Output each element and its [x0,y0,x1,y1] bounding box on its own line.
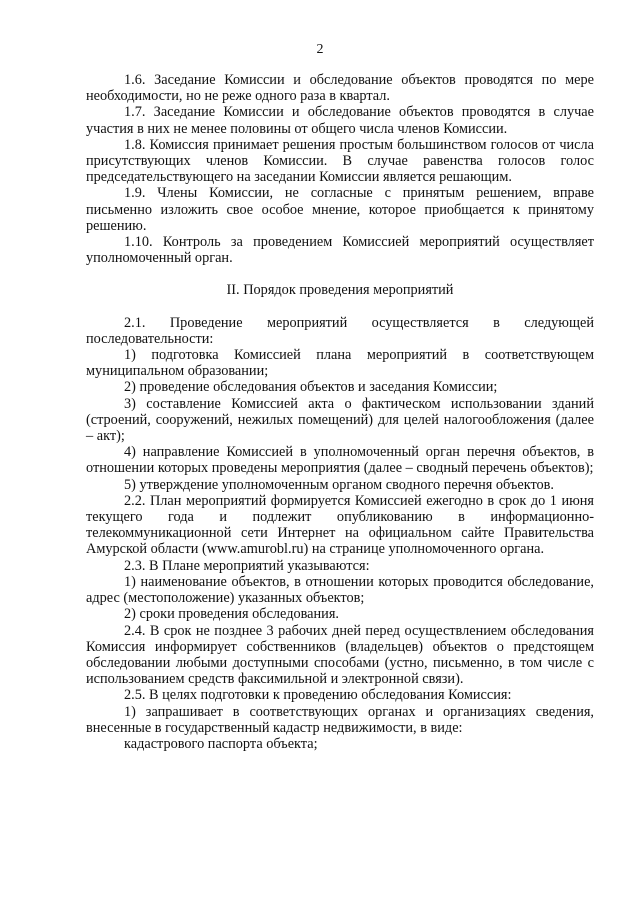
list-item-2-1-5: 5) утверждение уполномоченным органом сводного перечня объектов. [124,476,554,493]
paragraph-2-3: 2.3. В Плане мероприятий указываются: [124,557,370,574]
paragraph-2-2: 2.2. План мероприятий формируется Комиссией ежегодно в срок до 1 июня текущего года и подлежит опубликованию в информационно-телекоммуникационной сети Интернет на официальном сайте Правительства Амурской области (www.amurobl.ru) на странице уполномоченного органа. [86,492,594,558]
paragraph-1-6: 1.6. Заседание Комиссии и обследование объектов проводятся по мере необходимости, но не реже одного раза в квартал. [86,72,594,105]
list-item-2-1-3: 3) составление Комиссией акта о фактическом использовании зданий (строений, сооружений, нежилых помещений) для целей налогообложения (далее – акт); [86,395,594,445]
list-item-2-1-2: 2) проведение обследования объектов и заседания Комиссии; [124,379,498,396]
paragraph-1-9: 1.9. Члены Комиссии, не согласные с принятым решением, вправе письменно изложить свое особое мнение, которое приобщается к принятому решению. [86,185,594,234]
list-item-2-3-1: 1) наименование объектов, в отношении которых проводится обследование, адрес (местоположение) указанных объектов; [86,573,594,607]
section-heading: II. Порядок проведения мероприятий [226,282,454,299]
paragraph-2-4: 2.4. В срок не позднее 3 рабочих дней перед осуществлением обследования Комиссия информирует собственников (владельцев) объектов о предстоящем обследовании любыми доступными способами (устно, письменно, в том числе с использованием средств факсимильной и электронной связи). [86,622,594,688]
document-body [86,72,594,752]
paragraph-1-7: 1.7. Заседание Комиссии и обследование объектов проводятся в случае участия в них не менее половины от общего числа членов Комиссии. [86,104,594,137]
list-item-2-1-1: 1) подготовка Комиссией плана мероприятий в соответствующем муниципальном образовании; [86,347,594,380]
list-item-2-1-4: 4) направление Комиссией в уполномоченный орган перечня объектов, в отношении которых проведены мероприятия (далее – сводный перечень объектов); [86,444,594,477]
paragraph-1-8: 1.8. Комиссия принимает решения простым большинством голосов от числа присутствующих членов Комиссии. В случае равенства голосов голос председательствующего на заседании Комиссии является решающим. [86,136,594,186]
paragraph-2-5: 2.5. В целях подготовки к проведению обследования Комиссия: [124,687,512,704]
paragraph-2-1: 2.1. Проведение мероприятий осуществляется в следующей последовательности: [86,314,594,347]
list-item-2-3-2: 2) сроки проведения обследования. [124,606,339,623]
paragraph-1-10: 1.10. Контроль за проведением Комиссией мероприятий осуществляет уполномоченный орган. [86,234,594,267]
list-item-2-5-1: 1) запрашивает в соответствующих органах и организациях сведения, внесенные в государственный кадастр недвижимости, в виде: [86,703,594,736]
page-number: 2 [316,42,324,57]
list-subitem-cadastral-passport: кадастрового паспорта объекта; [124,735,318,752]
